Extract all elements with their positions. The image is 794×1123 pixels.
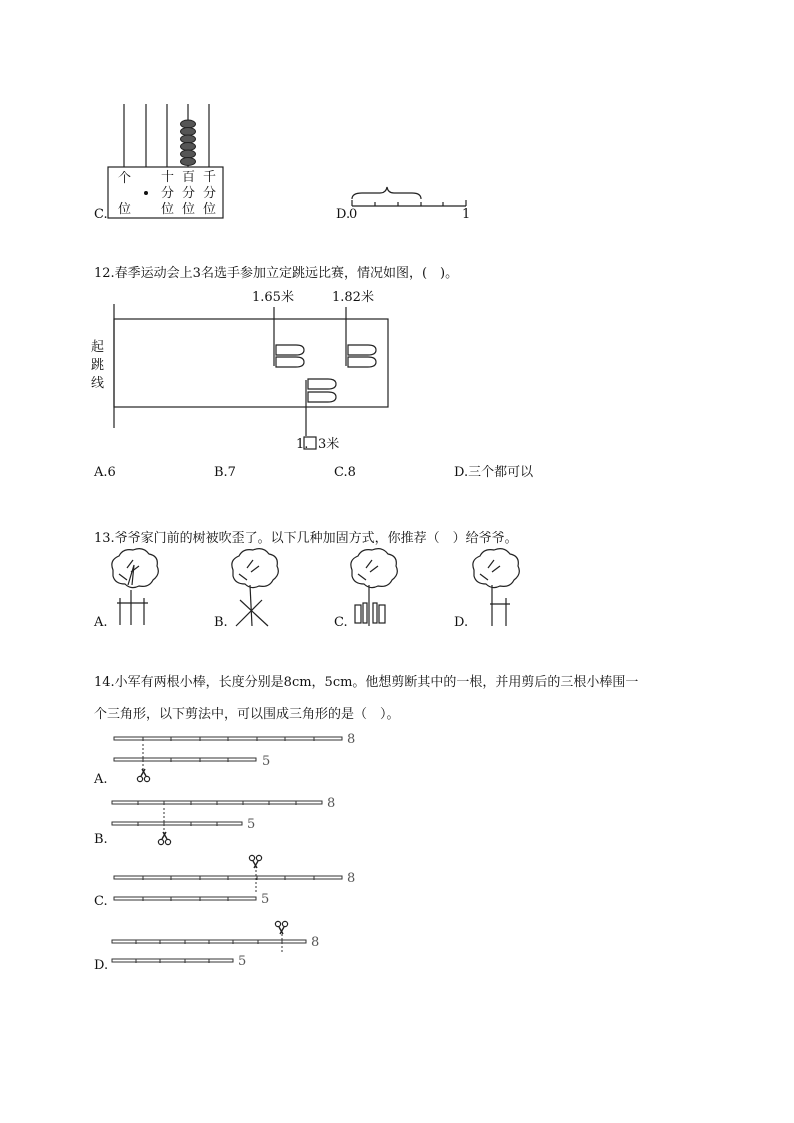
start-line-label: 起跳线 xyxy=(91,340,105,391)
scissors-icon xyxy=(249,855,261,868)
jump-label: 1.65米 xyxy=(252,290,294,305)
scissors-icon xyxy=(158,832,170,845)
option-a[interactable]: A. xyxy=(94,615,108,630)
number-line-label: 0 xyxy=(349,207,358,222)
option-c[interactable]: C.8 xyxy=(334,465,356,480)
stick-pair xyxy=(112,801,322,845)
place-label: 个 xyxy=(118,171,132,186)
question-text: 13.爷爷家门前的树被吹歪了。以下几种加固方式，你推荐（ ）给爷爷。 xyxy=(94,531,518,546)
stick-length: 5 xyxy=(261,892,270,907)
option-letter: C. xyxy=(94,207,108,222)
stick-length: 8 xyxy=(311,935,320,950)
option-a[interactable]: A. xyxy=(94,772,108,787)
option-a[interactable]: A.6 xyxy=(94,465,116,480)
place-label: 千 xyxy=(203,170,217,185)
question-text: 12.春季运动会上3名选手参加立定跳远比赛，情况如图，( )。 xyxy=(94,266,459,281)
option-b[interactable]: B.7 xyxy=(214,465,236,480)
option-c[interactable]: C. xyxy=(94,894,108,909)
jump-label-prefix: 1. xyxy=(296,437,309,452)
question-text-line-1: 14.小军有两根小棒，长度分别是8cm，5cm。他想剪断其中的一根，并用剪后的三根小棒围一 xyxy=(94,675,639,690)
option-d[interactable]: D.三个都可以 xyxy=(454,465,534,480)
place-label: 百 xyxy=(182,170,196,185)
place-label: 位 xyxy=(118,202,132,217)
stick-pair xyxy=(114,855,342,901)
option-b[interactable]: B. xyxy=(94,832,108,847)
jump-label-suffix: 3米 xyxy=(318,437,340,452)
stick-length: 5 xyxy=(262,754,271,769)
option-d[interactable]: D. xyxy=(454,615,469,630)
option-b[interactable]: B. xyxy=(214,615,228,630)
option-c[interactable]: C. xyxy=(334,615,348,630)
stick-pair xyxy=(114,737,342,782)
place-label: 分 xyxy=(182,186,196,201)
place-label: 位 xyxy=(182,202,196,217)
scissors-icon xyxy=(275,921,287,934)
stick-length: 5 xyxy=(238,954,247,969)
place-label: 十 xyxy=(161,170,175,185)
option-d[interactable]: D. xyxy=(94,958,109,973)
place-label: 位 xyxy=(161,202,175,217)
stick-length: 8 xyxy=(347,871,356,886)
stick-length: 8 xyxy=(347,732,356,747)
place-label: 位 xyxy=(203,202,217,217)
place-label: 分 xyxy=(161,186,175,201)
stick-length: 5 xyxy=(247,817,256,832)
stick-length: 8 xyxy=(327,796,336,811)
jump-label: 1.82米 xyxy=(332,290,374,305)
stick-pair xyxy=(112,921,306,963)
question-text-line-2: 个三角形，以下剪法中，可以围成三角形的是（ ）。 xyxy=(94,707,400,722)
option-letter: D. xyxy=(336,207,351,222)
place-label: 分 xyxy=(203,186,217,201)
scissors-icon xyxy=(137,769,149,782)
number-line-label: 1 xyxy=(462,207,471,222)
